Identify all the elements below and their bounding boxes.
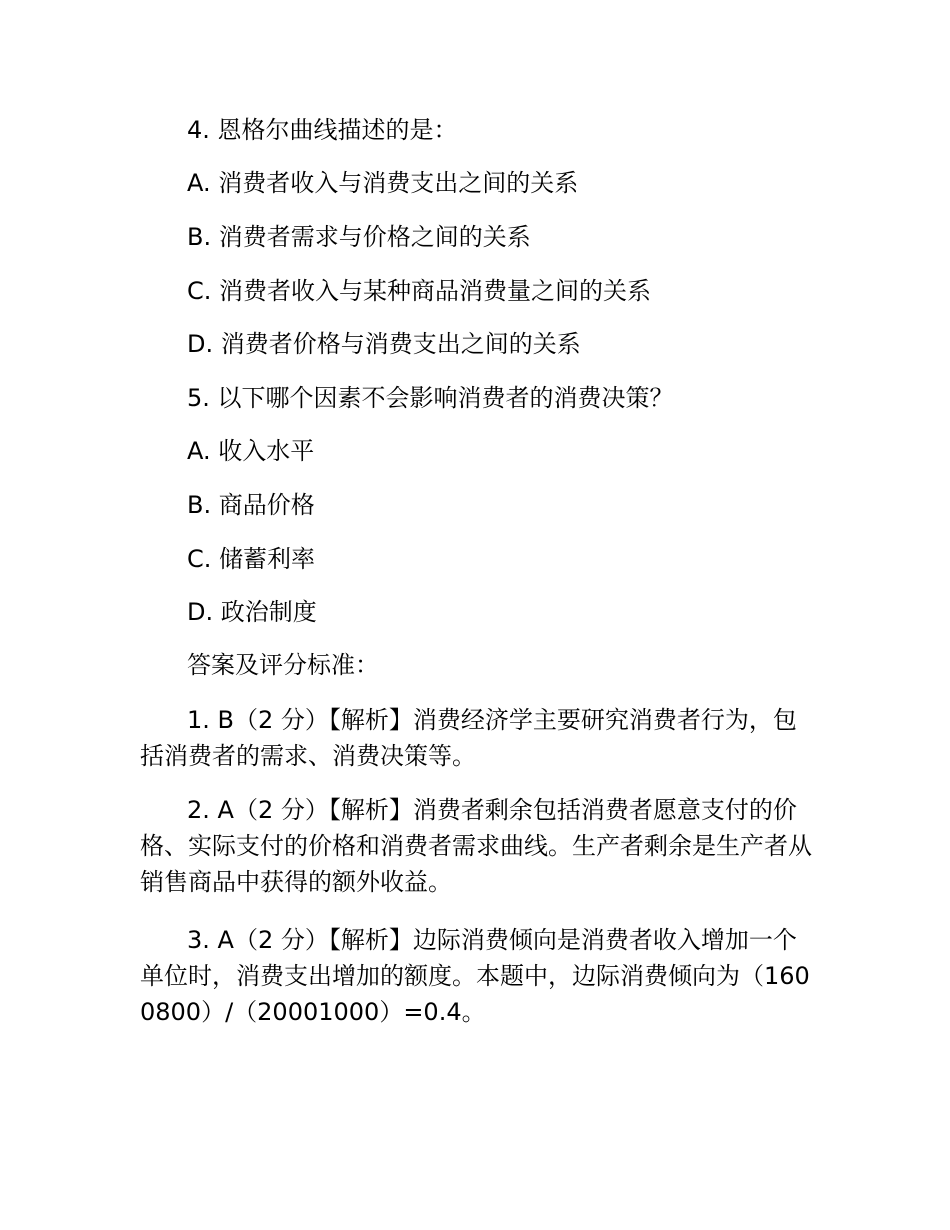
question-5-option-b: B. 商品价格 (187, 491, 315, 519)
answer-1: 1. B（2 分）【解析】消费经济学主要研究消费者行为，包括消费者的需求、消费决策等。 (140, 706, 797, 770)
answer-2: 2. A（2 分）【解析】消费者剩余包括消费者愿意支付的价格、实际支付的价格和消费者需求曲线。生产者剩余是生产者从销售商品中获得的额外收益。 (140, 796, 812, 896)
answers-heading: 答案及评分标准： (187, 651, 379, 679)
answer-3: 3. A（2 分）【解析】边际消费倾向是消费者收入增加一个单位时，消费支出增加的额度。本题中，边际消费倾向为（1600800）/（20001000）=0.4。 (140, 926, 810, 1026)
question-4-option-b: B. 消费者需求与价格之间的关系 (187, 223, 531, 251)
question-4-stem: 4. 恩格尔曲线描述的是： (187, 116, 458, 144)
question-5-option-a: A. 收入水平 (187, 437, 315, 465)
question-5-option-c: C. 储蓄利率 (187, 545, 316, 573)
question-4-option-c: C. 消费者收入与某种商品消费量之间的关系 (187, 277, 652, 305)
question-4-option-d: D. 消费者价格与消费支出之间的关系 (187, 330, 581, 358)
question-5-stem: 5. 以下哪个因素不会影响消费者的消费决策？ (187, 384, 674, 412)
question-4-option-a: A. 消费者收入与消费支出之间的关系 (187, 169, 579, 197)
question-5-option-d: D. 政治制度 (187, 598, 317, 626)
